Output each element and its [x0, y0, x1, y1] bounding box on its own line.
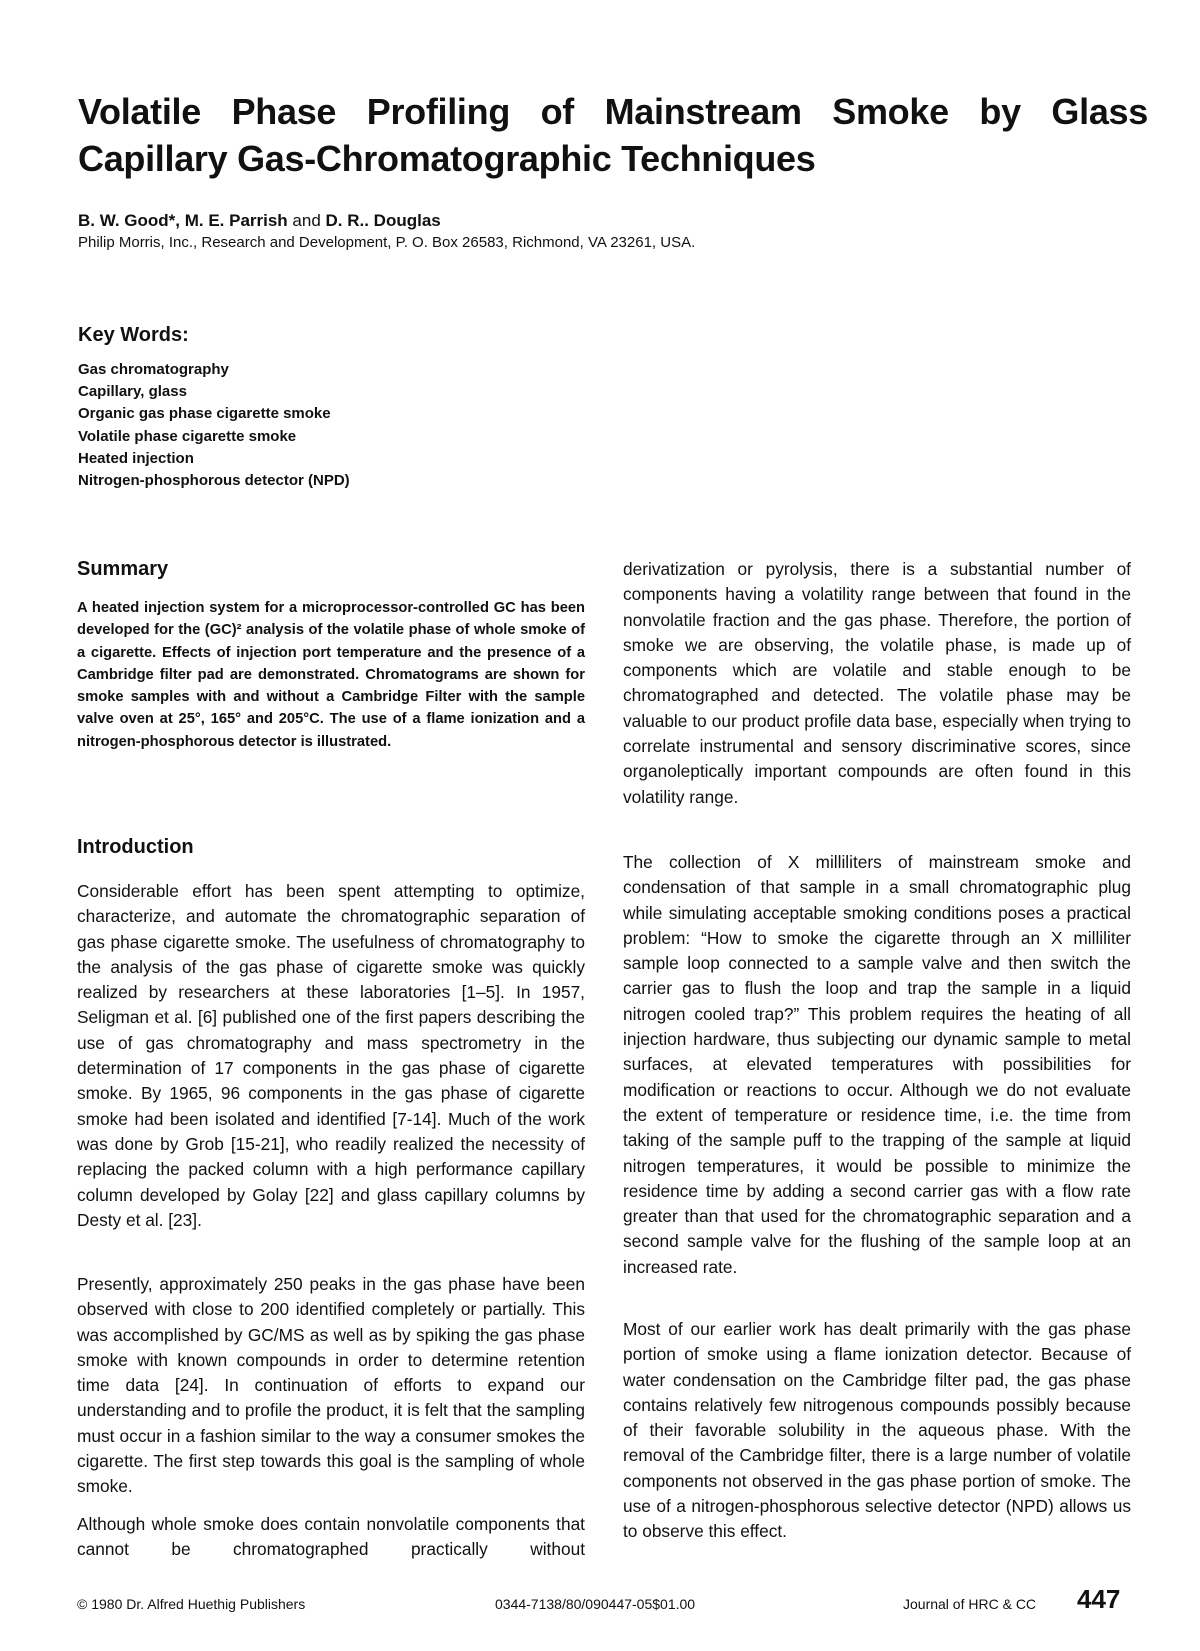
- intro-paragraph-1: Considerable effort has been spent attempting to optimize, characterize, and automate the chromatographic separation of gas phase cigarette smoke. The usefulness of chromatography to the analysis of the gas phase of cigarette smoke was quickly realized by researchers at these laboratories [1–5]. In 1957, Seligman et al. [6] published one of the first papers describing the use of gas chromatography and mass spectrometry in the determination of 17 components in the gas phase of cigarette smoke. By 1965, 96 components in the gas phase of cigarette smoke had been isolated and identified [7-14]. Much of the work was done by Grob [15-21], who readily realized the necessity of replacing the packed column with a high performance capillary column developed by Golay [22] and glass capillary columns by Desty et al. [23].: [77, 881, 585, 1230]
- author-group-2: D. R.. Douglas: [325, 211, 441, 230]
- title-line-1: Volatile Phase Profiling of Mainstream Smoke by Glass: [78, 91, 1148, 132]
- intro-paragraph-4: The collection of X milliliters of mainstream smoke and condensation of that sample in a small chromatographic plug while simulating acceptable smoking conditions poses a practical problem: “How to smoke the cigarette through an X milliliter sample loop connected to a sample valve and then switch the carrier gas to flush the loop and trap the sample in a liquid nitrogen cooled trap?” This problem requires the heating of all injection hardware, thus subjecting our dynamic sample to metal surfaces, at elevated temperatures with possibilities for modification or reactions to occur. Although we do not evaluate the extent of temperature or residence time, i.e. the time from taking of the sample puff to the trapping of the sample at liquid nitrogen temperatures, it would be possible to minimize the residence time by adding a second carrier gas with a flow rate greater than that used for the chromatographic separation and a second sample valve for the flushing of the sample loop at an increased rate.: [623, 852, 1131, 1277]
- keyword-item: Organic gas phase cigarette smoke: [78, 405, 331, 423]
- title-line-2: Capillary Gas-Chromatographic Techniques: [78, 138, 816, 179]
- keyword-item: Capillary, glass: [78, 383, 187, 401]
- page-number: 447: [1077, 1584, 1121, 1614]
- keywords-list: [78, 359, 350, 492]
- keyword-item: Heated injection: [78, 449, 194, 467]
- author-affiliation: Philip Morris, Inc., Research and Development, P. O. Box 26583, Richmond, VA 23261, USA.: [78, 234, 696, 251]
- author-names: [78, 210, 695, 232]
- keyword-item: Nitrogen-phosphorous detector (NPD): [78, 472, 350, 490]
- keywords-heading: Key Words:: [78, 324, 189, 346]
- footer-journal-name: Journal of HRC & CC: [903, 1596, 1037, 1612]
- author-block: [78, 210, 695, 254]
- author-group-1: B. W. Good*, M. E. Parrish: [78, 211, 288, 230]
- intro-paragraph-2: Presently, approximately 250 peaks in the gas phase have been observed with close to 200 identified completely or partially. This was accomplished by GC/MS as well as by spiking the gas phase smoke with known compounds in order to determine retention time data [24]. In continuation of efforts to expand our understanding and to profile the product, it is felt that the sampling must occur in a fashion similar to the way a consumer smokes the cigarette. The first step towards this goal is the sampling of whole smoke.: [77, 1274, 585, 1497]
- author-and: and: [287, 211, 326, 230]
- footer-article-code: 0344-7138/80/090447-05$01.00: [495, 1596, 696, 1612]
- summary-heading: Summary: [77, 558, 169, 580]
- intro-paragraph-3-continued: derivatization or pyrolysis, there is a substantial number of components having a volatility range between that found in the nonvolatile fraction and the gas phase. Therefore, the portion of smoke we are observing, the volatile phase, is made up of components which are volatile and stable enough to be chromatographed and detected. The volatile phase may be valuable to our product profile data base, especially when trying to correlate instrumental and sensory discriminative scores, since organoleptically important compounds are often found in this volatility range.: [623, 559, 1131, 807]
- keyword-item: Volatile phase cigarette smoke: [78, 427, 297, 445]
- introduction-heading: Introduction: [77, 836, 194, 858]
- footer-copyright: © 1980 Dr. Alfred Huethig Publishers: [77, 1596, 306, 1612]
- paper-title: [78, 88, 1148, 182]
- intro-paragraph-3: Although whole smoke does contain nonvolatile components that cannot be chromatographed practically without: [77, 1514, 585, 1560]
- summary-text: A heated injection system for a microprocessor-controlled GC has been developed for the (GC)² analysis of the volatile phase of whole smoke of a cigarette. Effects of injection port temperature and the presence of a Cambridge filter pad are demonstrated. Chromatograms are shown for smoke samples with and without a Cambridge Filter with the sample valve oven at 25°, 165° and 205°C. The use of a flame ionization and a nitrogen-phosphorous detector is illustrated.: [77, 600, 585, 750]
- intro-paragraph-5: Most of our earlier work has dealt primarily with the gas phase portion of smoke using a flame ionization detector. Because of water condensation on the Cambridge filter pad, the gas phase contains relatively few nitrogenous compounds possibly because of their favorable solubility in the aqueous phase. With the removal of the Cambridge filter, there is a large number of volatile components not observed in the gas phase portion of smoke. The use of a nitrogen-phosphorous selective detector (NPD) allows us to observe this effect.: [623, 1319, 1131, 1542]
- keyword-item: Gas chromatography: [78, 361, 229, 378]
